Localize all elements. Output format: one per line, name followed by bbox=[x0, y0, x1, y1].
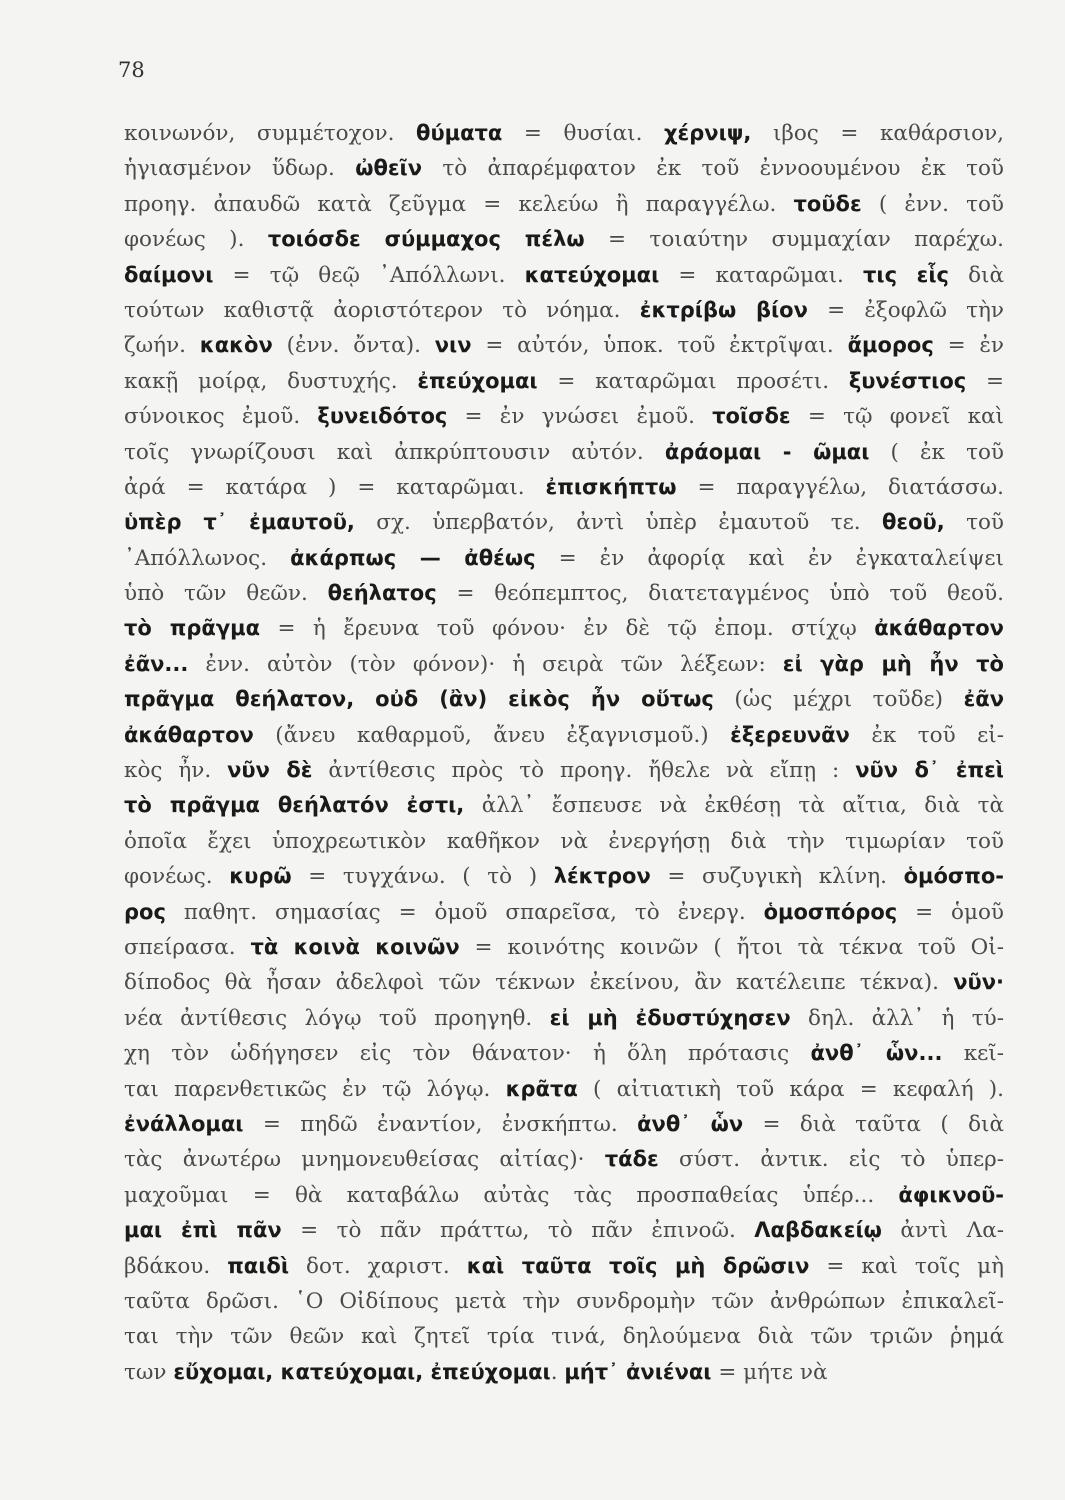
text-line bbox=[124, 222, 1004, 257]
gloss-text: = κοινότης κοινῶν ( ἤτοι τὰ τέκνα τοῦ Οἰ- bbox=[459, 934, 1004, 960]
gloss-text: ὑπὸ τῶν θεῶν. bbox=[124, 581, 328, 607]
text-line bbox=[124, 1355, 1004, 1390]
lemma-term: κρᾶτα bbox=[505, 1076, 578, 1101]
lemma-term: Λαβδακείῳ bbox=[754, 1218, 882, 1243]
text-line bbox=[124, 1072, 1004, 1107]
gloss-text: ἡγιασμένον ὕδωρ. bbox=[124, 156, 356, 182]
lemma-term: τοῦδε bbox=[793, 191, 862, 216]
lemma-term: νῦν δὲ bbox=[227, 758, 313, 783]
gloss-text: χη τὸν ὡδήγησεν εἰς τὸν θάνατον· ἡ ὅλη πρότασις bbox=[124, 1041, 811, 1067]
lemma-term: τοῖσδε bbox=[712, 404, 791, 429]
lemma-term: θεοῦ, bbox=[882, 510, 945, 535]
text-line bbox=[124, 1319, 1004, 1354]
lemma-term: νῦν δ᾿ ἐπεὶ bbox=[855, 758, 1004, 783]
gloss-text: = πηδῶ ἐναντίον, ἐνσκήπτω. bbox=[243, 1111, 638, 1137]
gloss-text: ὁποῖα ἔχει ὑποχρεωτικὸν καθῆκον νὰ ἐνεργήσῃ διὰ τὴν τιμωρίαν τοῦ bbox=[124, 828, 1004, 854]
gloss-text: = διὰ ταῦτα ( διὰ bbox=[743, 1111, 1004, 1137]
text-line bbox=[124, 258, 1004, 293]
text-line bbox=[124, 1001, 1004, 1036]
lemma-term: τὰ κοινὰ κοινῶν bbox=[250, 934, 460, 959]
page-number: 78 bbox=[118, 58, 145, 82]
text-line bbox=[124, 1213, 1004, 1248]
text-line bbox=[124, 788, 1004, 823]
gloss-text: κεῖ- bbox=[942, 1041, 1004, 1067]
text-line bbox=[124, 1107, 1004, 1142]
text-line bbox=[124, 824, 1004, 859]
gloss-text: τὰς ἀνωτέρω μνημονευθείσας αἰτίας)· bbox=[124, 1147, 605, 1173]
lemma-term: ἀφικνοῦ- bbox=[898, 1182, 1004, 1207]
lemma-term: ἀράομαι - ῶμαι bbox=[664, 439, 870, 464]
text-line bbox=[124, 965, 1004, 1000]
gloss-text: ᾿Απόλλωνος. bbox=[124, 545, 291, 571]
gloss-text: = τῷ φονεῖ καὶ bbox=[790, 404, 1004, 430]
gloss-text: = θυσίαι. bbox=[502, 121, 664, 146]
gloss-text: των bbox=[124, 1359, 174, 1385]
gloss-text: = καὶ τοῖς μὴ bbox=[809, 1253, 1004, 1279]
text-line bbox=[124, 718, 1004, 753]
lemma-term: ἐκτρίβω βίον bbox=[639, 297, 808, 322]
lemma-term: χέρνιψ, bbox=[664, 121, 752, 145]
gloss-text: δοτ. χαριστ. bbox=[289, 1253, 467, 1279]
gloss-text: = ἐξοφλῶ τὴν bbox=[807, 297, 1004, 323]
gloss-text: ( ἐκ τοῦ bbox=[869, 439, 1004, 465]
lemma-term: ρος bbox=[124, 899, 166, 924]
gloss-text: = αὐτόν, ὑποκ. τοῦ ἐκτρῖψαι. bbox=[471, 333, 848, 359]
gloss-text: ἀρά = κατάρα ) = καταρῶμαι. bbox=[124, 474, 546, 500]
gloss-text: ( ἐνν. τοῦ bbox=[861, 191, 1004, 217]
text-line bbox=[124, 611, 1004, 646]
gloss-text: τὸ ἀπαρέμφατον ἐκ τοῦ ἐννοουμένου ἐκ τοῦ bbox=[422, 156, 1004, 182]
gloss-text: τοῦ bbox=[944, 510, 1005, 536]
gloss-text: = τοιαύτην συμμαχίαν παρέχω. bbox=[584, 227, 1005, 253]
lemma-term: ἐπισκήπτω bbox=[545, 474, 677, 499]
text-line bbox=[124, 364, 1004, 399]
lemma-term: καὶ ταῦτα τοῖς μὴ δρῶσιν bbox=[466, 1253, 810, 1278]
gloss-text: ται τὴν τῶν θεῶν καὶ ζητεῖ τρία τινά, δηλούμενα διὰ τῶν τριῶν ῥημά bbox=[124, 1324, 1004, 1350]
lemma-term: νιν bbox=[434, 333, 472, 358]
text-line bbox=[124, 895, 1004, 930]
gloss-text: = ὁμοῦ bbox=[897, 899, 1004, 925]
text-line bbox=[124, 753, 1004, 788]
gloss-text: κοινωνόν, συμμέτοχον. bbox=[124, 121, 417, 146]
lemma-term: ξυνέστιος bbox=[848, 368, 967, 393]
gloss-text: προηγ. ἀπαυδῶ κατὰ ζεῦγμα = κελεύω ἢ παραγγέλω. bbox=[124, 191, 794, 217]
lemma-term: ἀνθ᾿ ὧν bbox=[637, 1111, 744, 1136]
text-line bbox=[124, 116, 1004, 151]
gloss-text: ιβος = καθάρσιον, bbox=[751, 121, 1004, 146]
lemma-term: ξυνειδότος bbox=[317, 404, 448, 429]
gloss-text: ἐκ τοῦ εἰ- bbox=[849, 722, 1004, 748]
text-line bbox=[124, 1284, 1004, 1319]
lemma-term: νῦν· bbox=[953, 970, 1004, 995]
gloss-text: = συζυγικὴ κλίνη. bbox=[650, 864, 904, 890]
gloss-text: τοῖς γνωρίζουσι καὶ ἀπκρύπτουσιν αὐτόν. bbox=[124, 439, 665, 465]
gloss-text: (ἐνν. ὄντα). bbox=[272, 333, 435, 359]
gloss-text: = ἡ ἔρευνα τοῦ φόνου· ἐν δὲ τῷ ἐπομ. στίχῳ bbox=[260, 616, 875, 642]
text-line bbox=[124, 859, 1004, 894]
gloss-text: = καταρῶμαι προσέτι. bbox=[537, 368, 849, 394]
lemma-term: πρᾶγμα θεήλατον, οὐδ (ἂν) εἰκὸς ἦν οὕτως bbox=[124, 687, 714, 712]
gloss-text: ταῦτα δρῶσι. ῾Ο Οἰδίπους μετὰ τὴν συνδρομὴν τῶν ἀνθρώπων ἐπικαλεῖ- bbox=[124, 1288, 1004, 1314]
gloss-text: ( αἰτιατικὴ τοῦ κάρα = κεφαλή ). bbox=[577, 1076, 1004, 1102]
lemma-term: μήτ᾿ ἀνιέναι bbox=[564, 1359, 712, 1384]
lemma-term: ὁμοσπόρος bbox=[763, 899, 898, 924]
text-line bbox=[124, 187, 1004, 222]
gloss-text: = τὸ πᾶν πράττω, τὸ πᾶν ἐπινοῶ. bbox=[281, 1218, 755, 1244]
text-line bbox=[124, 328, 1004, 363]
gloss-text: ἀλλ᾿ ἔσπευσε νὰ ἐκθέσῃ τὰ αἴτια, διὰ τὰ bbox=[464, 793, 1004, 819]
lemma-term: κυρῶ bbox=[229, 864, 292, 889]
text-line bbox=[124, 505, 1004, 540]
text-line bbox=[124, 1142, 1004, 1177]
gloss-text: φονέως ). bbox=[124, 227, 268, 253]
text-line bbox=[124, 541, 1004, 576]
text-line bbox=[124, 1036, 1004, 1071]
gloss-text: σύστ. ἀντικ. εἰς τὸ ὑπερ- bbox=[658, 1147, 1004, 1173]
text-line bbox=[124, 1249, 1004, 1284]
gloss-text: δηλ. ἀλλ᾿ ἡ τύ- bbox=[790, 1005, 1004, 1031]
lemma-term: ἀκάρπως — ἀθέως bbox=[290, 545, 536, 570]
gloss-text: = μήτε νὰ bbox=[711, 1359, 828, 1385]
text-line bbox=[124, 647, 1004, 682]
gloss-text: (ὡς μέχρι τοῦδε) bbox=[713, 687, 964, 713]
text-line bbox=[124, 293, 1004, 328]
gloss-text: = τῷ θεῷ ᾿Απόλλωνι. bbox=[213, 262, 525, 288]
gloss-text: ται παρενθετικῶς ἐν τῷ λόγῳ. bbox=[124, 1076, 506, 1102]
gloss-text: = ἐν γνώσει ἐμοῦ. bbox=[447, 404, 713, 430]
lemma-term: κακὸν bbox=[199, 333, 273, 358]
gloss-text: σύνοικος ἐμοῦ. bbox=[124, 404, 318, 430]
gloss-text: . bbox=[550, 1359, 565, 1385]
lemma-term: τάδε bbox=[604, 1147, 659, 1172]
text-line bbox=[124, 470, 1004, 505]
lemma-term: τὸ πρᾶγμα bbox=[124, 616, 261, 641]
gloss-text: = παραγγέλω, διατάσσω. bbox=[676, 474, 1004, 500]
gloss-text: δίποδος θὰ ἦσαν ἀδελφοὶ τῶν τέκνων ἐκείνου, ἂν κατέλειπε τέκνα). bbox=[124, 970, 954, 996]
gloss-text: = ἐν ἀφορίᾳ καὶ ἐν ἐγκαταλείψει bbox=[535, 545, 1004, 571]
lemma-term: εἰ μὴ ἐδυστύχησεν bbox=[549, 1005, 791, 1030]
lemma-term: κατεύχομαι bbox=[524, 262, 660, 287]
gloss-text: κακῇ μοίρᾳ, δυστυχής. bbox=[124, 368, 418, 394]
lemma-term: ἐᾶν... bbox=[124, 651, 189, 676]
gloss-text: ἀντὶ Λα- bbox=[881, 1218, 1004, 1244]
lemma-term: τις εἷς bbox=[862, 262, 949, 287]
lemma-term: ὠθεῖν bbox=[355, 156, 423, 181]
lemma-term: δαίμονι bbox=[124, 262, 214, 287]
lemma-term: τὸ πρᾶγμα θεήλατόν ἐστι, bbox=[124, 793, 465, 818]
lemma-term: λέκτρον bbox=[553, 864, 651, 889]
lemma-term: ἀκάθαρτον bbox=[874, 616, 1004, 641]
gloss-text: νέα ἀντίθεσις λόγῳ τοῦ προηγηθ. bbox=[124, 1005, 550, 1031]
lemma-term: ἐξερευνᾶν bbox=[730, 722, 850, 747]
text-line bbox=[124, 682, 1004, 717]
lemma-term: ἐπεύχομαι bbox=[417, 368, 538, 393]
text-line bbox=[124, 151, 1004, 186]
gloss-text: = καταρῶμαι. bbox=[659, 262, 863, 288]
lemma-term: ἐνάλλομαι bbox=[124, 1111, 244, 1136]
gloss-text: ἀντίθεσις πρὸς τὸ προηγ. ἤθελε νὰ εἴπῃ : bbox=[312, 758, 856, 784]
commentary-text bbox=[124, 116, 1004, 1390]
text-line bbox=[124, 1178, 1004, 1213]
gloss-text: παθητ. σημασίας = ὁμοῦ σπαρεῖσα, τὸ ἐνεργ. bbox=[165, 899, 764, 925]
gloss-text: βδάκου. bbox=[124, 1253, 228, 1279]
lemma-term: ἄμορος bbox=[847, 333, 934, 358]
gloss-text: (ἄνευ καθαρμοῦ, ἄνευ ἐξαγνισμοῦ.) bbox=[253, 722, 731, 748]
gloss-text: μαχοῦμαι = θὰ καταβάλω αὐτὰς τὰς προσπαθείας ὑπέρ... bbox=[124, 1182, 899, 1208]
gloss-text: = τυγχάνω. ( τὸ ) bbox=[291, 864, 554, 890]
lemma-term: θύματα bbox=[416, 121, 503, 145]
gloss-text: τούτων καθιστᾷ ἀοριστότερον τὸ νόημα. bbox=[124, 297, 640, 323]
text-line bbox=[124, 576, 1004, 611]
gloss-text: διὰ bbox=[948, 262, 1004, 288]
lemma-term: ὁμόσπο- bbox=[903, 864, 1004, 889]
gloss-text: = θεόπεμπτος, διατεταγμένος ὑπὸ τοῦ θεοῦ. bbox=[436, 581, 1004, 607]
gloss-text: = ἐν bbox=[933, 333, 1004, 359]
lemma-term: ἐᾶν bbox=[963, 687, 1004, 712]
gloss-text: σπείρασα. bbox=[124, 934, 251, 960]
lemma-term: εἰ γὰρ μὴ ἦν τὸ bbox=[782, 651, 1004, 676]
gloss-text: κὸς ἦν. bbox=[124, 758, 228, 784]
lemma-term: εὔχομαι, κατεύχομαι, ἐπεύχομαι bbox=[173, 1359, 551, 1384]
lemma-term: τοιόσδε σύμμαχος πέλω bbox=[267, 227, 585, 252]
gloss-text: ζωήν. bbox=[124, 333, 200, 359]
lemma-term: ἀκάθαρτον bbox=[124, 722, 254, 747]
gloss-text: σχ. ὑπερβατόν, ἀντὶ ὑπὲρ ἐμαυτοῦ τε. bbox=[354, 510, 882, 536]
text-line bbox=[124, 930, 1004, 965]
text-line bbox=[124, 399, 1004, 434]
lemma-term: παιδὶ bbox=[227, 1253, 290, 1278]
gloss-text: ἐνν. αὐτὸν (τὸν φόνον)· ἡ σειρὰ τῶν λέξεων: bbox=[188, 651, 783, 677]
lemma-term: μαι ἐπὶ πᾶν bbox=[124, 1218, 282, 1243]
text-line bbox=[124, 435, 1004, 470]
lemma-term: ὑπὲρ τ᾿ ἐμαυτοῦ, bbox=[124, 510, 355, 535]
lemma-term: θεήλατος bbox=[327, 581, 437, 606]
gloss-text: φονέως. bbox=[124, 864, 230, 890]
gloss-text: = bbox=[966, 368, 1004, 394]
lemma-term: ἀνθ᾿ ὧν... bbox=[810, 1041, 943, 1066]
